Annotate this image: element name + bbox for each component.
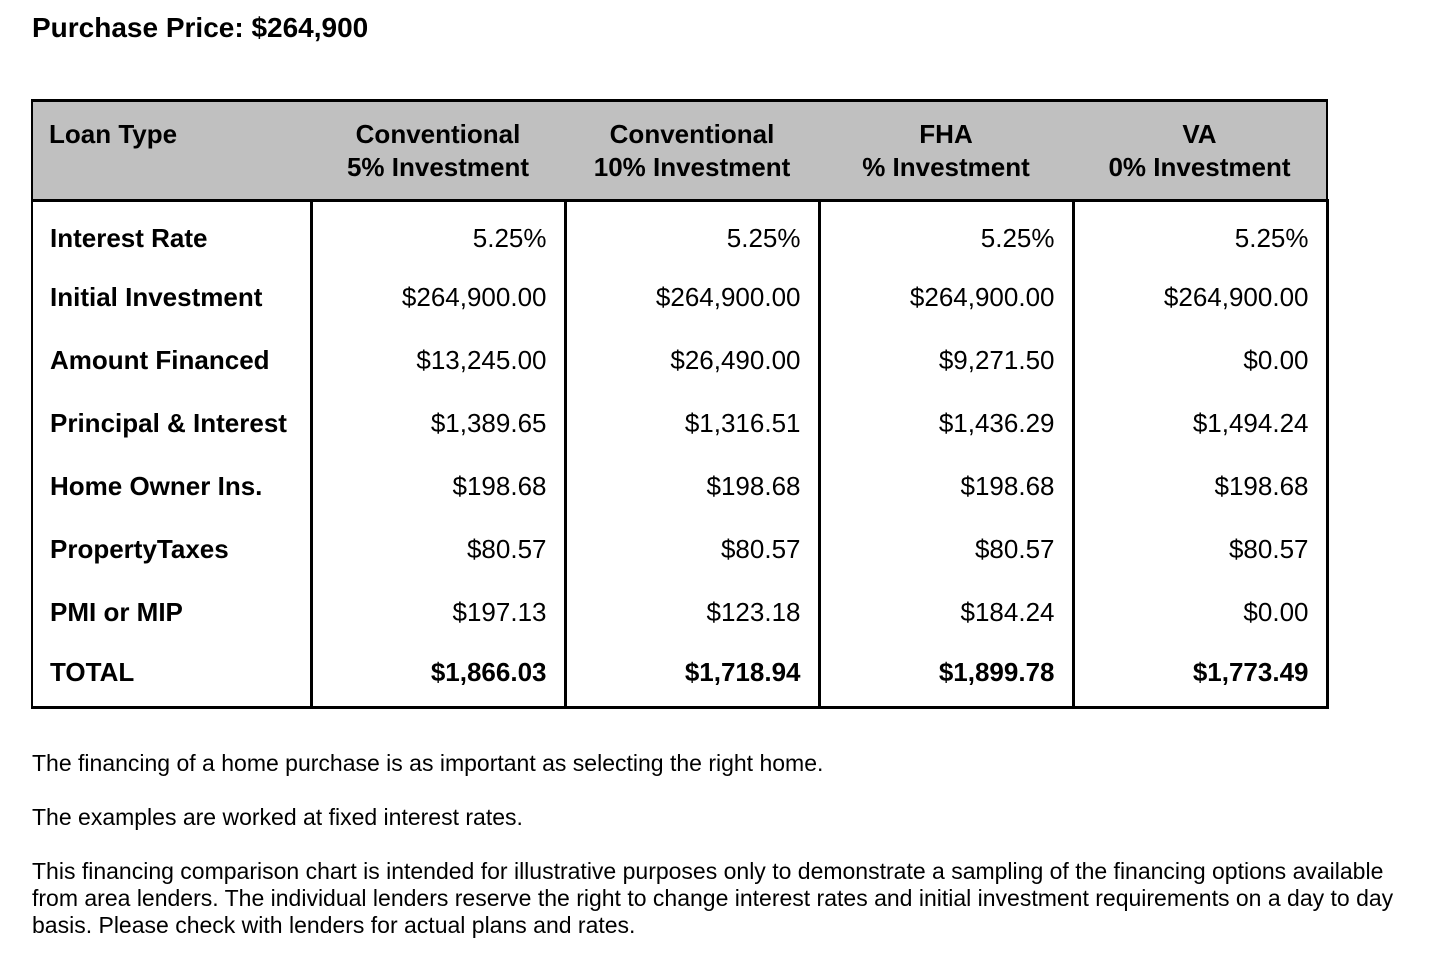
total-cell: $1,718.94 [565, 643, 819, 708]
header-line: Conventional [609, 118, 775, 149]
header-conventional-5 [311, 101, 565, 201]
note-paragraph: The financing of a home purchase is as important as selecting the right home. [32, 750, 824, 776]
header-line: 10% Investment [593, 151, 791, 182]
table-cell: $13,245.00 [311, 328, 565, 391]
row-label: Interest Rate [32, 201, 311, 266]
disclaimer-paragraph: This financing comparison chart is intended for illustrative purposes only to demonstrate a sampling of the financing options available from area lenders. The individual lenders reserve the right to change interest rates and initial investment requirements on a day to day basis. Please check with lenders for actual plans and rates. [32, 858, 1394, 938]
table-cell: $80.57 [565, 517, 819, 580]
row-label: PropertyTaxes [32, 517, 311, 580]
row-label: Home Owner Ins. [32, 454, 311, 517]
header-line: 5% Investment [346, 151, 530, 182]
header-line: Conventional [355, 118, 521, 149]
table-cell: $9,271.50 [819, 328, 1073, 391]
table-cell: $264,900.00 [1073, 265, 1327, 328]
page-title: Purchase Price: $264,900 [32, 12, 369, 43]
header-va [1073, 101, 1327, 201]
total-cell: $1,866.03 [311, 643, 565, 708]
table-cell: $1,316.51 [565, 391, 819, 454]
table-cell: $197.13 [311, 580, 565, 643]
total-row [32, 643, 1327, 708]
note-paragraph: The examples are worked at fixed interest rates. [32, 804, 523, 830]
total-cell: $1,773.49 [1073, 643, 1327, 708]
table-row [32, 580, 1327, 643]
table-cell: 5.25% [311, 201, 565, 266]
table-header-row [32, 101, 1327, 201]
table-cell: $0.00 [1073, 328, 1327, 391]
row-label: TOTAL [32, 643, 311, 708]
table-cell: $198.68 [819, 454, 1073, 517]
notes-section [32, 750, 1427, 966]
table-row [32, 454, 1327, 517]
table-cell: 5.25% [1073, 201, 1327, 266]
header-line: % Investment [862, 151, 1030, 182]
table-cell: $264,900.00 [311, 265, 565, 328]
header-fha [819, 101, 1073, 201]
table-cell: $184.24 [819, 580, 1073, 643]
table-cell: 5.25% [819, 201, 1073, 266]
header-line: 0% Investment [1108, 151, 1291, 182]
table-cell: $1,436.29 [819, 391, 1073, 454]
table-row [32, 201, 1327, 266]
table-cell: $80.57 [819, 517, 1073, 580]
table-cell: $80.57 [1073, 517, 1327, 580]
header-loan-type: Loan Type [32, 101, 311, 201]
table-cell: $1,494.24 [1073, 391, 1327, 454]
total-cell: $1,899.78 [819, 643, 1073, 708]
table-cell: $198.68 [311, 454, 565, 517]
row-label: Principal & Interest [32, 391, 311, 454]
row-label: PMI or MIP [32, 580, 311, 643]
table-cell: $198.68 [1073, 454, 1327, 517]
header-line: FHA [919, 118, 973, 149]
table-cell: $0.00 [1073, 580, 1327, 643]
table-cell: $198.68 [565, 454, 819, 517]
loan-comparison-table [31, 99, 1329, 709]
table-cell: $26,490.00 [565, 328, 819, 391]
table-row [32, 328, 1327, 391]
header-line: VA [1182, 118, 1217, 149]
table-cell: $123.18 [565, 580, 819, 643]
header-conventional-10 [565, 101, 819, 201]
table-cell: $264,900.00 [819, 265, 1073, 328]
table-cell: $80.57 [311, 517, 565, 580]
table-row [32, 391, 1327, 454]
row-label: Initial Investment [32, 265, 311, 328]
table-cell: 5.25% [565, 201, 819, 266]
table-row [32, 517, 1327, 580]
row-label: Amount Financed [32, 328, 311, 391]
table-row [32, 265, 1327, 328]
table-cell: $1,389.65 [311, 391, 565, 454]
table-cell: $264,900.00 [565, 265, 819, 328]
